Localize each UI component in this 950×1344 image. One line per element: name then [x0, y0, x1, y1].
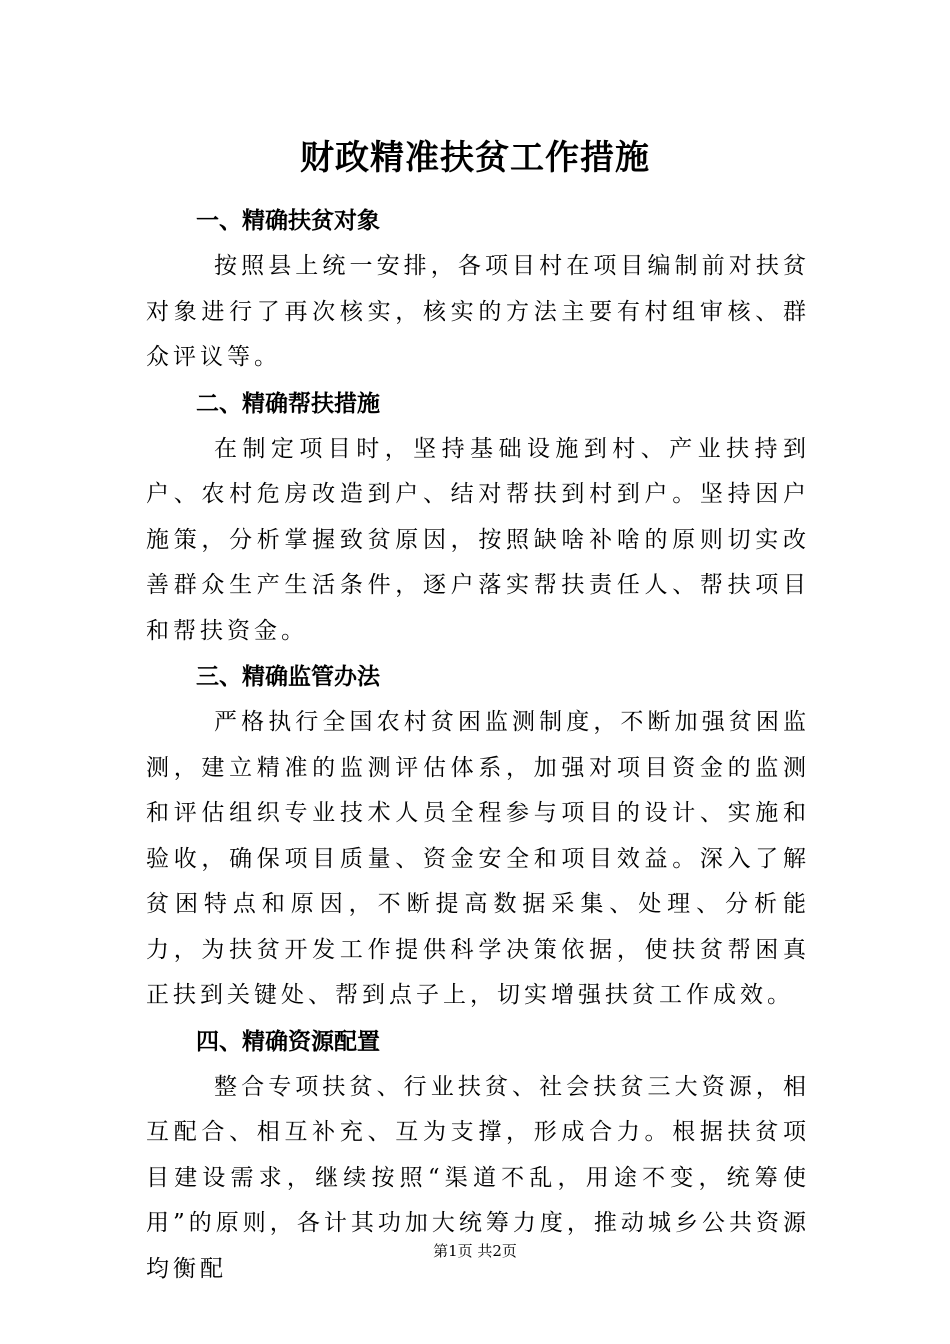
- section-2: [146, 381, 810, 655]
- section-paragraph: 整合专项扶贫、行业扶贫、社会扶贫三大资源，相互配合、相互补充、互为支撑，形成合力。根据扶贫项目建设需求，继续按照“渠道不乱，用途不变，统筹使用”的原则，各计其功加大统筹力度，推动城乡公共资源均衡配: [146, 1073, 810, 1282]
- section-heading: 三、精确监管办法: [196, 664, 380, 690]
- section-paragraph: 按照县上统一安排，各项目村在项目编制前对扶贫对象进行了再次核实，核实的方法主要有村组审核、群众评议等。: [146, 253, 810, 370]
- section-paragraph: 在制定项目时，坚持基础设施到村、产业扶持到户、农村危房改造到户、结对帮扶到村到户。坚持因户施策，分析掌握致贫原因，按照缺啥补啥的原则切实改善群众生产生活条件，逐户落实帮扶责任人、帮扶项目和帮扶资金。: [146, 435, 810, 644]
- section-paragraph: 严格执行全国农村贫困监测制度，不断加强贫困监测，建立精准的监测评估体系，加强对项目资金的监测和评估组织专业技术人员全程参与项目的设计、实施和验收，确保项目质量、资金安全和项目效益。深入了解贫困特点和原因，不断提高数据采集、处理、分析能力，为扶贫开发工作提供科学决策依据，使扶贫帮困真正扶到关键处、帮到点子上，切实增强扶贫工作成效。: [146, 709, 810, 1008]
- document-title: 财政精准扶贫工作措施: [300, 138, 650, 178]
- section-3: [146, 654, 810, 1019]
- document-body: [146, 198, 810, 1292]
- section-heading: 二、精确帮扶措施: [196, 390, 380, 417]
- section-heading: 四、精确资源配置: [196, 1028, 380, 1055]
- section-1: [146, 198, 810, 381]
- section-heading: 一、精确扶贫对象: [196, 208, 380, 234]
- page-number-footer: 第1页 共2页: [433, 1242, 517, 1260]
